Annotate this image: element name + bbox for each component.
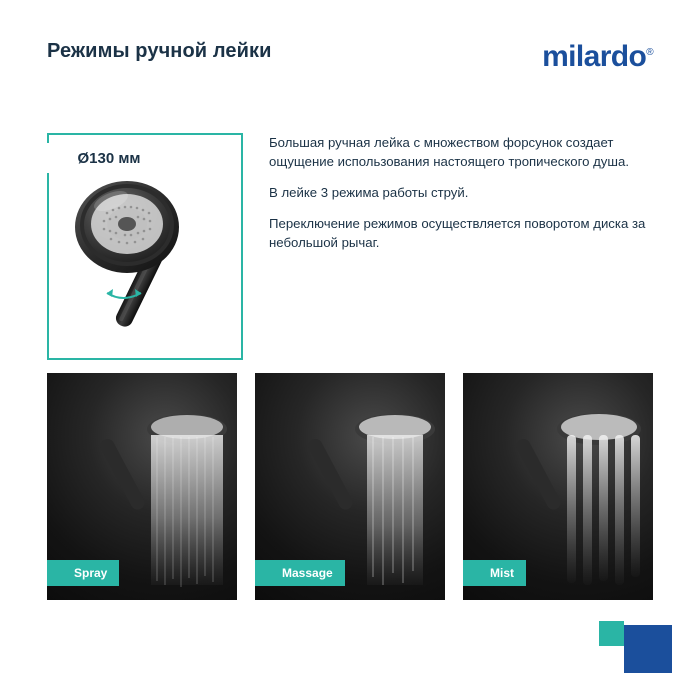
description-paragraph-1: Большая ручная лейка с множеством форсунок создает ощущение использования настоящего тропического душа. (269, 135, 629, 169)
mode-card-mist (463, 373, 653, 600)
mode-label-spray: Spray (62, 560, 119, 586)
mode-label-mist: Mist (478, 560, 526, 586)
description-paragraph-3: Переключение режимов осуществляется поворотом диска за небольшой рычаг. (269, 216, 646, 250)
page-title: Режимы ручной лейки (47, 40, 272, 62)
mode-card-massage (255, 373, 445, 600)
description-text (269, 133, 659, 252)
description-paragraph-2: В лейке 3 режима работы струй. (269, 185, 469, 200)
registered-trademark-icon: ® (646, 47, 653, 58)
decorative-square-blue (624, 625, 672, 673)
brand-logo-text: milardo (542, 40, 647, 73)
diameter-label: Ø130 мм (47, 143, 157, 173)
mode-card-spray (47, 373, 237, 600)
mode-cards (47, 373, 653, 600)
decorative-square-teal (599, 621, 624, 646)
brand-logo (542, 40, 653, 74)
mode-label-massage: Massage (270, 560, 345, 586)
